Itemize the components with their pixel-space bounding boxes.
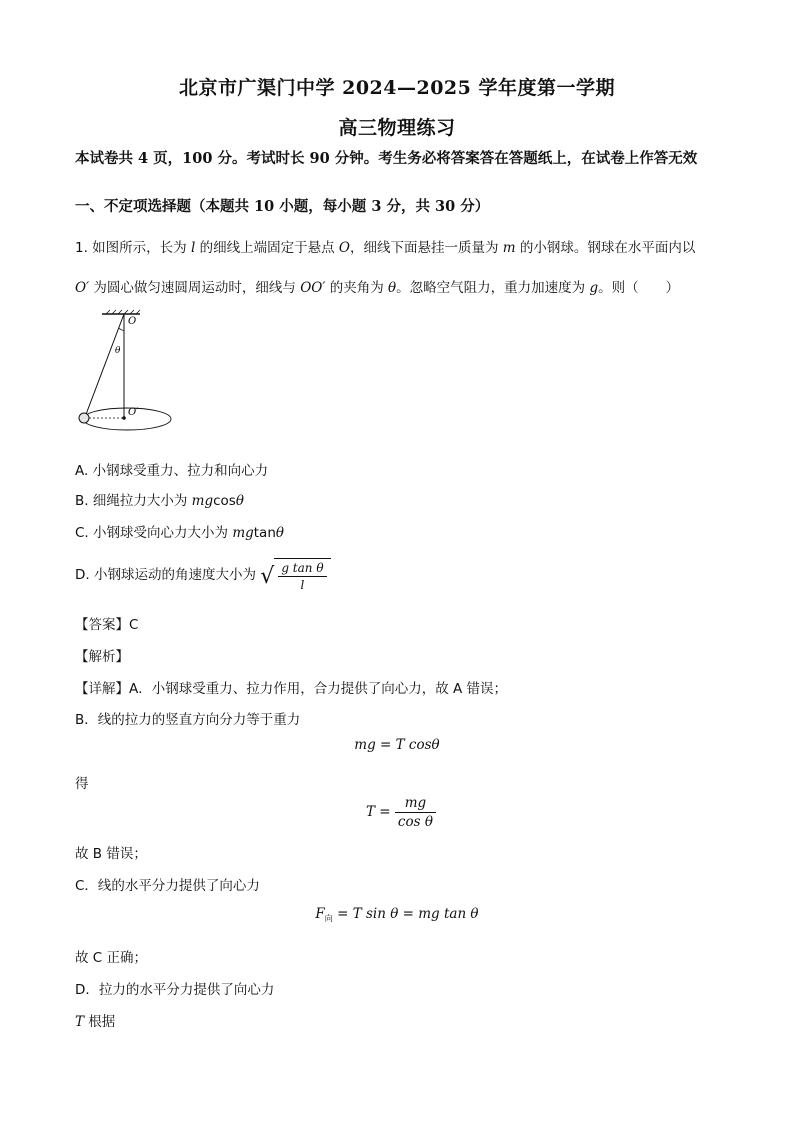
eq2-denominator: cos θ	[397, 814, 433, 830]
q1-text-e: 为圆心做匀速圆周运动时，细线与	[89, 280, 301, 296]
option-D-text: D. 小钢球运动的角速度大小为	[75, 567, 261, 583]
eq3-F: F	[315, 906, 325, 922]
radicand	[274, 558, 330, 592]
option-C-text: C. 小钢球受向心力大小为	[75, 525, 233, 541]
sqrt-expression	[260, 558, 330, 592]
option-D-numerator: g tan θ	[278, 561, 326, 577]
option-C-mg: mg	[232, 525, 254, 541]
q1-var-m: m	[502, 240, 516, 256]
q1-var-l: l	[190, 240, 196, 256]
equation-centripetal-force	[0, 906, 794, 924]
label-O: O	[128, 316, 137, 327]
school-title: 北京市广渠门中学 2024—2025 学年度第一学期	[179, 77, 615, 99]
option-B-text: B. 细绳拉力大小为	[75, 493, 192, 509]
section-title: 一、不定项选择题（本题共 10 小题，每小题 3 分，共 30 分）	[75, 198, 490, 215]
detail-A: 【详解】A．小钢球受重力、拉力作用，合力提供了向心力，故 A 错误；	[75, 681, 508, 697]
eq2-fraction	[395, 795, 436, 830]
option-B[interactable]	[75, 489, 244, 509]
option-B-theta: θ	[235, 493, 244, 509]
q1-var-O-prime: O′	[75, 280, 90, 296]
question1-line1	[75, 236, 695, 256]
q1-var-g: g	[589, 280, 599, 296]
question1-line2	[75, 276, 679, 296]
q1-text-d: 的小钢球。钢球在水平面内以	[515, 240, 696, 256]
q1-text-a: 1. 如图所示，长为	[75, 240, 191, 256]
radical-sign: √	[260, 564, 275, 589]
option-B-mg: mg	[191, 493, 214, 509]
label-O-prime: O′	[128, 407, 139, 418]
q1-text-g: 。忽略空气阻力，重力加速度为	[396, 280, 590, 296]
detail-D-continued	[75, 1010, 115, 1030]
answer-label: 【答案】C	[75, 617, 139, 633]
exam-intro: 本试卷共 4 页，100 分。考试时长 90 分钟。考生务必将答案答在答题纸上，在试卷上作答无效	[75, 150, 698, 167]
eq3-rest: = T sin θ = mg tan θ	[332, 906, 479, 922]
q1-text-f: 的夹角为	[325, 280, 389, 296]
option-C[interactable]	[75, 521, 284, 541]
text-de: 得	[75, 776, 89, 792]
option-A[interactable]: A. 小钢球受重力、拉力和向心力	[75, 463, 269, 479]
pendulum-string	[85, 314, 124, 417]
option-C-tan: tan	[253, 525, 276, 541]
q1-var-O: O	[338, 240, 350, 256]
subject-title: 高三物理练习	[338, 117, 456, 139]
steel-ball	[79, 413, 89, 423]
option-D-fraction	[278, 561, 326, 592]
eq2-numerator: mg	[395, 795, 436, 813]
detail-B: B．线的拉力的竖直方向分力等于重力	[75, 712, 301, 728]
option-D[interactable]	[75, 558, 331, 592]
detail-C: C．线的水平分力提供了向心力	[75, 878, 260, 894]
detail-D-var-T: T	[75, 1014, 85, 1030]
q1-text-b: 的细线上端固定于悬点	[195, 240, 339, 256]
q1-text-c: ，细线下面悬挂一质量为	[349, 240, 503, 256]
q1-var-OO: OO′	[300, 280, 326, 296]
eq3-subscript: 向	[324, 914, 333, 923]
equation-gravity-balance: mg = T cosθ	[354, 737, 440, 753]
option-C-theta: θ	[275, 525, 285, 541]
option-B-cos: cos	[213, 493, 236, 509]
detail-D: D．拉力的水平分力提供了向心力	[75, 982, 275, 998]
detail-C-conclusion: 故 C 正确；	[75, 950, 148, 966]
detail-B-conclusion: 故 B 错误；	[75, 846, 147, 862]
conical-pendulum-figure	[72, 308, 182, 443]
analysis-label: 【解析】	[75, 649, 129, 665]
equation-tension	[366, 795, 436, 830]
q1-text-h: 。则（ ）	[598, 280, 680, 296]
angle-arc	[119, 328, 124, 330]
detail-D-text: 根据	[84, 1014, 116, 1030]
circular-path	[83, 408, 171, 430]
option-D-denominator: l	[300, 578, 305, 592]
eq2-lhs: T =	[366, 804, 391, 820]
center-point	[122, 416, 126, 420]
q1-var-theta: θ	[388, 280, 397, 296]
label-theta: θ	[115, 346, 121, 356]
